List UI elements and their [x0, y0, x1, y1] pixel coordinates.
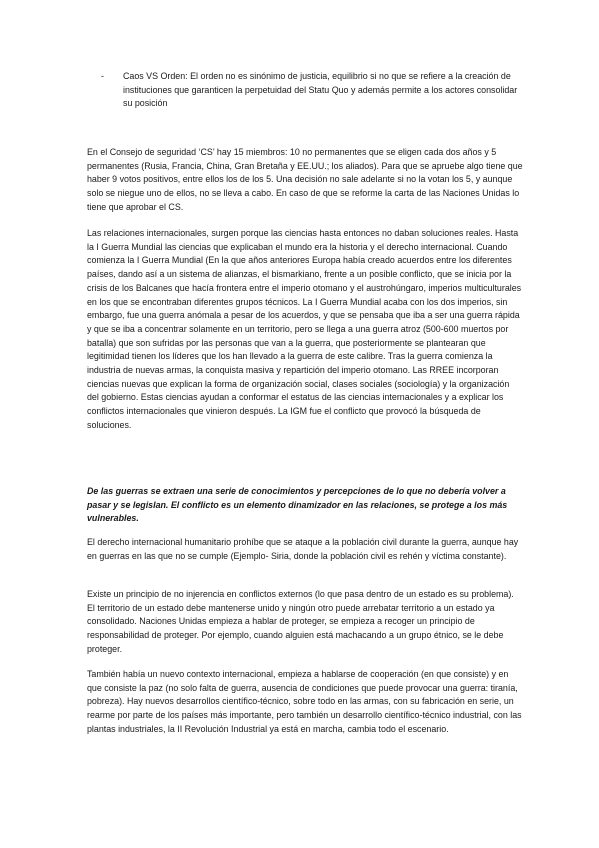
paragraph-guerras-conocimientos: De las guerras se extraen una serie de conocimientos y percepciones de lo que no debería volver a pasar y se legislan. El conflicto es un elemento dinamizador en las relaciones, se protege a los más vulnerables. — [87, 486, 508, 524]
paragraph-no-injerencia: Existe un principio de no injerencia en conflictos externos (lo que pasa dentro de un estado es su problema). El territorio de un estado debe mantenerse unido y ningún otro puede arrebatar territorio a un estado ya consolidado. Naciones Unidas empieza a hablar de proteger, se empieza a recoger un principio de responsabilidad de proteger. Por ejemplo, cuando alguien está machacando a un grupo étnico, se le debe proteger. — [87, 589, 514, 654]
paragraph-consejo-seguridad: En el Consejo de seguridad ‘CS’ hay 15 miembros: 10 no permanentes que se eligen cada dos años y 5 permanentes (Rusia, Francia, China, Gran Bretaña y EE.UU.; los aliados). Para que se apruebe algo tiene que haber 9 votos positivos, entre ellos los de los 5. Una decisión no sale adelante si no la votan los 5, y aunque solo se niegue uno de ellos, no se lleva a cabo. En caso de que se reforme la carta de las Naciones Unidas lo tiene que aprobar el CS. — [87, 147, 523, 212]
paragraph-contexto-internacional: También había un nuevo contexto internacional, empieza a hablarse de cooperación (en que consiste) y en que consiste la paz (no solo falta de guerra, ausencia de condiciones que puede provocar una guerra: tiranía, pobreza). Hay nuevos desarrollos científico-técnico, sobre todo en las armas, con su fabricación en serie, un rearme por parte de los países más importante, pero también un desarrollo científico-técnico industrial, con las plantas industriales, la II Revolución Industrial ya está en marcha, cambia todo el escenario. — [87, 669, 522, 734]
bullet-text: Caos VS Orden: El orden no es sinónimo de justicia, equilibrio si no que se refiere a la creación de instituciones que garanticen la perpetuidad del Statu Quo y además permite a los actores consolidar su posición — [123, 71, 518, 109]
paragraph-derecho-humanitario: El derecho internacional humanitario prohíbe que se ataque a la población civil durante la guerra, aunque hay en guerras en las que no se cumple (Ejemplo- Siria, donde la población civil es rehén y víctima constante). — [87, 537, 519, 561]
bullet-marker: - — [101, 71, 104, 81]
paragraph-relaciones-internacionales: Las relaciones internacionales, surgen porque las ciencias hasta entonces no daban soluciones reales. Hasta la I Guerra Mundial las ciencias que explicaban el mundo era la historia y el derecho internacional. Cuando comienza la I Guerra Mundial (En la que años anteriores Europa había creado acuerdos entre los diferentes países, dando así a un sistema de alianzas, el bismarkiano, frente a un posible conflicto, que se inicia por la crisis de los Balcanes que hacía frontera entre el imperio otomano y el austrohúngaro, imperios multiculturales en los que se encontraban diferentes grupos técnicos. La I Guerra Mundial acaba con los dos imperios, sin embargo, fue una guerra anómala a pesar de los acuerdos, y que se pensaba que iba a ser una guerra rápida y que se iba a concentrar solamente en un territorio, pero se llega a una guerra atroz (500-600 muertos por batalla) que son sufridas por las personas que van a la guerra, que posteriormente se plantearan que legitimidad tienen los líderes que los han llevado a la guerra de este calibre. Tras la guerra comienza la industria de nuevas armas, la conquista masiva y repartición del imperio otomano. Las RREE incorporan ciencias nuevas que explican la forma de organización social, clases sociales (sociología) y la organización del gobierno. Estas ciencias ayudan a conformar el estatus de las ciencias internacionales y a explicar los conflictos internacionales que vinieron después. La IGM fue el conflicto que provocó la búsqueda de soluciones. — [87, 228, 522, 430]
